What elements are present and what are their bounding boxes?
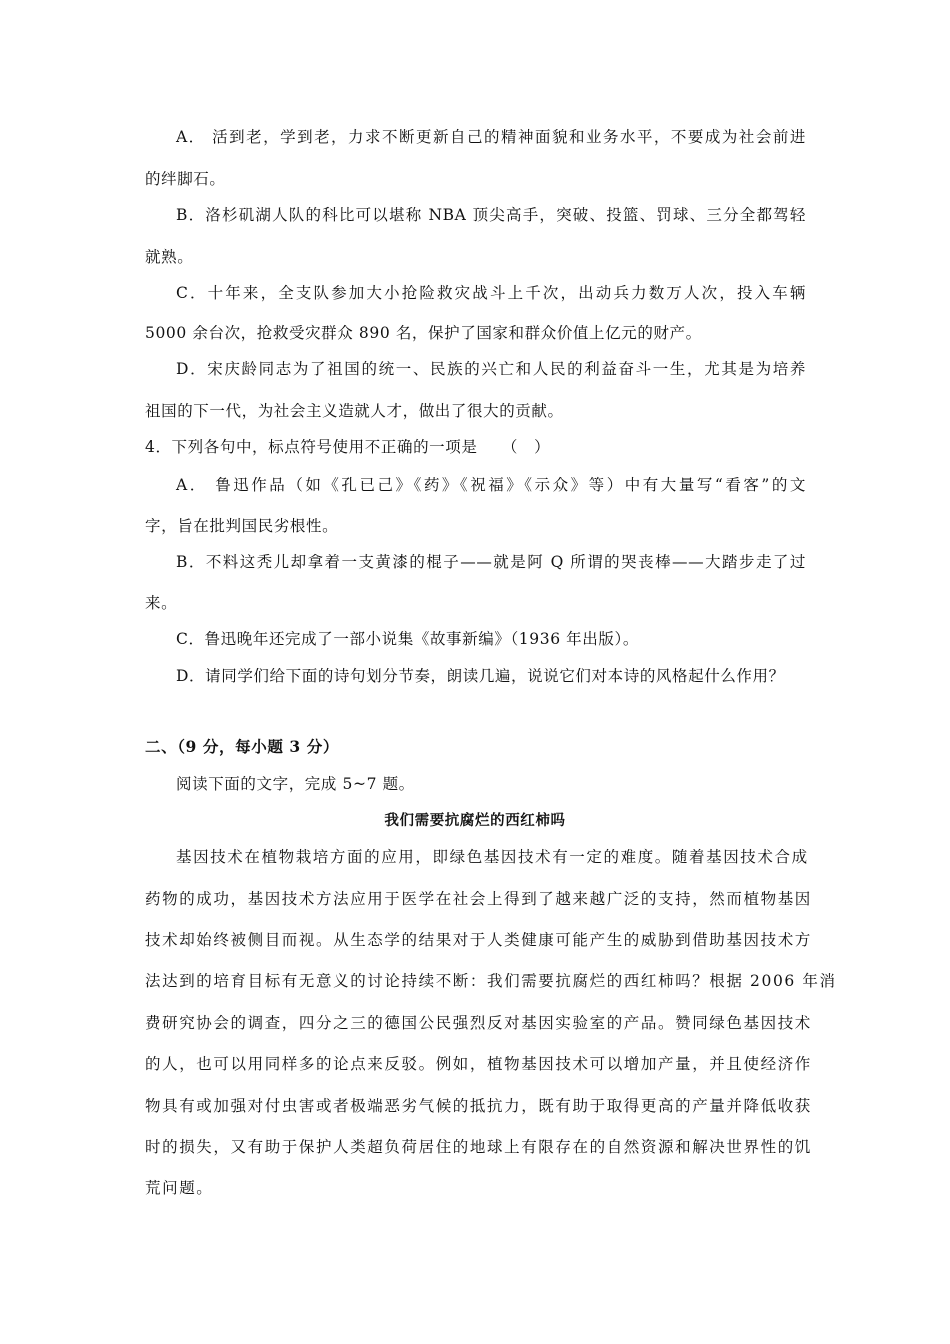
- q4-option-b-line2: 来。: [145, 594, 178, 612]
- q3-option-a-line2: 的绊脚石。: [145, 170, 226, 188]
- section-2-heading: 二、（9 分，每小题 3 分）: [145, 737, 340, 756]
- q3-option-c-line1: C．十年来，全支队参加大小抢险救灾战斗上千次，出动兵力数万人次，投入车辆: [176, 284, 806, 302]
- passage-line-6: 的人，也可以用同样多的论点来反驳。例如，植物基因技术可以增加产量，并且使经济作: [145, 1055, 812, 1073]
- passage-line-8: 时的损失，又有助于保护人类超负荷居住的地球上有限存在的自然资源和解决世界性的饥: [145, 1138, 812, 1156]
- q3-option-d-line1: D．宋庆龄同志为了祖国的统一、民族的兴亡和人民的利益奋斗一生，尤其是为培养: [176, 360, 806, 378]
- passage-line-4: 法达到的培育目标有无意义的讨论持续不断：我们需要抗腐烂的西红柿吗？根据 2006 年消: [145, 972, 837, 990]
- q4-stem: 4．下列各句中，标点符号使用不正确的一项是 （ ）: [145, 438, 551, 456]
- passage-line-3: 技术却始终被侧目而视。从生态学的结果对于人类健康可能产生的威胁到借助基因技术方: [145, 931, 812, 949]
- passage-line-7: 物具有或加强对付虫害或者极端恶劣气候的抵抗力，既有助于取得更高的产量并降低收获: [145, 1097, 812, 1115]
- q4-option-d: D．请同学们给下面的诗句划分节奏，朗读几遍，说说它们对本诗的风格起什么作用？: [176, 667, 785, 685]
- q3-option-a-line1: A． 活到老，学到老，力求不断更新自己的精神面貌和业务水平，不要成为社会前进: [176, 128, 806, 146]
- q3-option-b-line2: 就熟。: [145, 248, 194, 266]
- passage-line-1: 基因技术在植物栽培方面的应用，即绿色基因技术有一定的难度。随着基因技术合成: [176, 848, 809, 866]
- q4-option-c: C．鲁迅晚年还完成了一部小说集《故事新编》（1936 年出版）。: [176, 630, 639, 648]
- passage-line-2: 药物的成功，基因技术方法应用于医学在社会上得到了越来越广泛的支持，然而植物基因: [145, 890, 812, 908]
- section-2-instruction: 阅读下面的文字，完成 5~7 题。: [176, 775, 415, 793]
- q3-option-d-line2: 祖国的下一代，为社会主义造就人才，做出了很大的贡献。: [145, 402, 564, 420]
- passage-line-9: 荒问题。: [145, 1179, 214, 1197]
- q3-option-c-line2: 5000 余台次，抢救受灾群众 890 名，保护了国家和群众价值上亿元的财产。: [145, 324, 702, 342]
- passage-title: 我们需要抗腐烂的西红柿吗: [384, 812, 566, 829]
- q3-option-b-line1: B．洛杉矶湖人队的科比可以堪称 NBA 顶尖高手，突破、投篮、罚球、三分全都驾轻: [176, 206, 806, 224]
- q4-option-b-line1: B．不料这秃儿却拿着一支黄漆的棍子——就是阿 Q 所谓的哭丧棒——大踏步走了过: [176, 553, 806, 571]
- passage-line-5: 费研究协会的调查，四分之三的德国公民强烈反对基因实验室的产品。赞同绿色基因技术: [145, 1014, 812, 1032]
- q4-option-a-line1: A． 鲁迅作品（如《孔已己》《药》《祝福》《示众》等）中有大量写“看客”的文: [176, 476, 806, 494]
- q4-option-a-line2: 字，旨在批判国民劣根性。: [145, 517, 339, 535]
